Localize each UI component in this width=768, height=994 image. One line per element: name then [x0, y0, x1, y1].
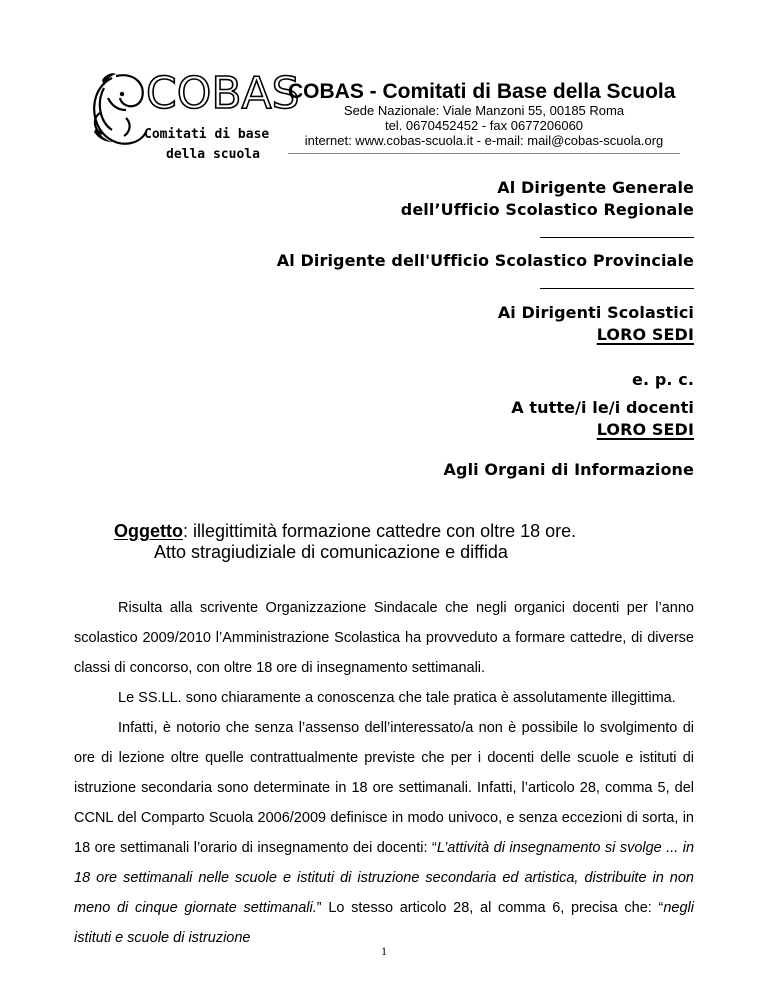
paragraph-3-text-a: Infatti, è notorio che senza l’assenso dell’interessato/a non è possibile lo svolgimento di ore di lezione oltre quelle contrattualmente previste che per i docenti delle scuole e istituti di istruzione secondaria sono determinate in 18 ore settimanali. Infatti, l’articolo 28, comma 5, del CCNL del Comparto Scuola 2006/2009 definisce in modo univoco, e senza eccezioni di sorta, in 18 ore settimanali l’orario di insegnamento dei docenti: “: [74, 720, 694, 856]
subject-line1: : illegittimità formazione cattedre con oltre 18 ore.: [183, 521, 577, 541]
logo-sub-line1: Comitati di base: [144, 127, 270, 142]
logo-sub-line2: della scuola: [166, 147, 260, 162]
subject-label: Oggetto: [114, 521, 183, 541]
org-address: Sede Nazionale: Viale Manzoni 55, 00185 Roma: [343, 103, 625, 118]
org-phone: tel. 0670452452 - fax 0677206060: [384, 118, 584, 133]
letter-body: [74, 593, 694, 953]
recipient-1-line2: dell’Ufficio Scolastico Regionale: [400, 200, 694, 219]
paragraph-3: [74, 713, 694, 953]
recipient-3-line2: LORO SEDI: [596, 325, 694, 344]
paragraph-3-quote: L’attività di insegnamento si svolge ... in 18 ore settimanali nelle scuole e istituti di istruzione secondaria ed artistica, distribuite in non meno di cinque giornate settimanali.: [74, 840, 695, 916]
paragraph-1: Risulta alla scrivente Organizzazione Sindacale che negli organici docenti per l’anno scolastico 2009/2010 l’Amministrazione Scolastica ha provveduto a formare cattedre, di diverse classi di concorso, con oltre 18 ore di insegnamento settimanali.: [74, 600, 694, 676]
recipient-4-line2: LORO SEDI: [596, 420, 694, 439]
recipient-5: Agli Organi di Informazione: [443, 460, 694, 479]
recipient-4-line1: A tutte/i le/i docenti: [511, 398, 694, 417]
paragraph-3-quote-2: negli istituti e scuole di istruzione: [74, 900, 694, 946]
page-number: 1: [381, 944, 387, 958]
paragraph-2: Le SS.LL. sono chiaramente a conoscenza che tale pratica è assolutamente illegittima.: [118, 690, 676, 706]
subject-line2: Atto stragiudiziale di comunicazione e diffida: [154, 542, 508, 562]
epc-label: e. p. c.: [632, 370, 694, 389]
recipient-blank-line-1: [540, 237, 694, 238]
org-web: internet: www.cobas-scuola.it - e-mail: mail@cobas-scuola.org: [304, 133, 664, 148]
paragraph-3-text-b: ” Lo stesso articolo 28, al comma 6, precisa che: “: [316, 900, 664, 916]
org-title: COBAS - Comitati di Base della Scuola: [288, 80, 676, 103]
letterhead-divider: [288, 153, 680, 154]
cobas-logo: [82, 58, 300, 163]
recipient-1-line1: Al Dirigente Generale: [497, 178, 694, 197]
logo-big-text: COBAS: [146, 68, 300, 119]
recipient-blank-line-2: [540, 288, 694, 289]
subject: [114, 521, 576, 563]
recipient-2: Al Dirigente dell'Ufficio Scolastico Provinciale: [276, 251, 694, 270]
recipient-3-line1: Ai Dirigenti Scolastici: [497, 303, 694, 322]
